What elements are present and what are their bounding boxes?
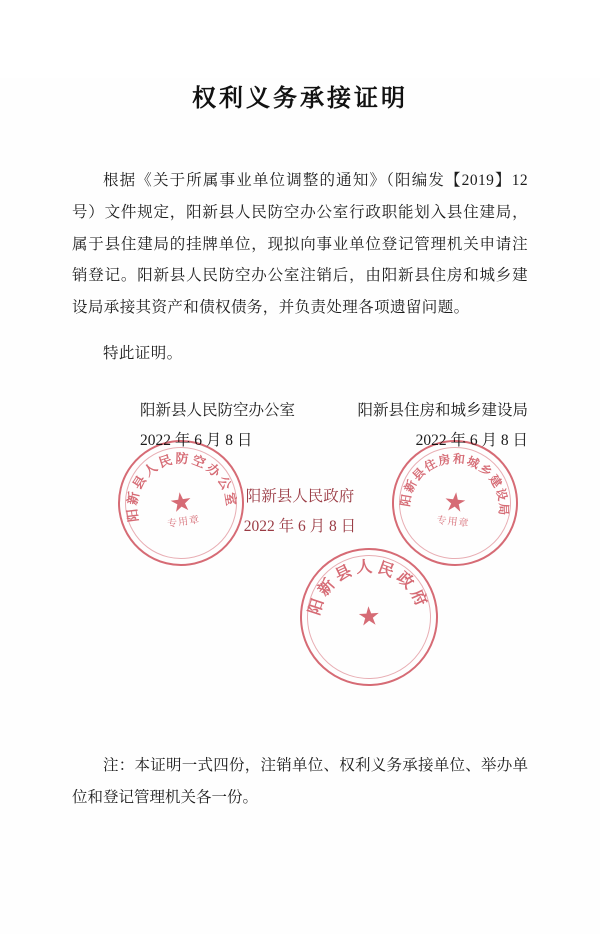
star-icon: ★ [167,486,195,519]
note-text: 注：本证明一式四份，注销单位、权利义务承接单位、举办单位和登记管理机关各一份。 [72,757,528,806]
seal-arc-label-3: 阳新县人民政府 [306,558,431,618]
signature-block-left [140,396,295,456]
star-icon: ★ [441,486,469,519]
document-note [72,750,528,814]
seal-arc-label-2: 阳新县住房和城乡建设局 [398,451,511,517]
document-body [72,165,528,370]
signature-left-date: 2022 年 6 月 8 日 [140,431,253,449]
signature-right-organization: 阳新县住房和城乡建设局 [357,401,528,419]
star-icon: ★ [356,601,382,632]
body-paragraph-2: 特此证明。 [103,344,183,362]
signature-center-date: 2022 年 6 月 8 日 [243,517,357,535]
seal-center-label-2: 专用章 [436,514,470,530]
svg-text:阳新县人民政府 [302,555,433,618]
signature-block-center [72,482,528,542]
body-paragraph-1: 根据《关于所属事业单位调整的通知》（阳编发【2019】12号）文件规定，阳新县人民防空办公室行政职能划入县住建局，属于县住建局的挂牌单位，现拟向事业单位登记管理机关申请注销登记。阳新县人民防空办公室注销后，由阳新县住房和城乡建设局承接其资产和债权债务，并负责处理各项遗留问题。 [72,172,528,317]
seal-stamp-county-government [296,544,441,689]
signature-right-date: 2022 年 6 月 8 日 [415,431,528,449]
signature-center-organization: 阳新县人民政府 [245,487,355,505]
seal-inner-ring [304,552,434,682]
seal-center-label-1: 专用章 [166,514,201,530]
page-title: 权利义务承接证明 [192,86,408,112]
document-page [0,78,600,934]
signature-left-organization: 阳新县人民防空办公室 [140,401,296,419]
signature-block-right [357,396,528,456]
seal-arc-label-1: 阳新县人民防空办公室 [124,450,240,523]
seal-arc-text [299,547,440,688]
